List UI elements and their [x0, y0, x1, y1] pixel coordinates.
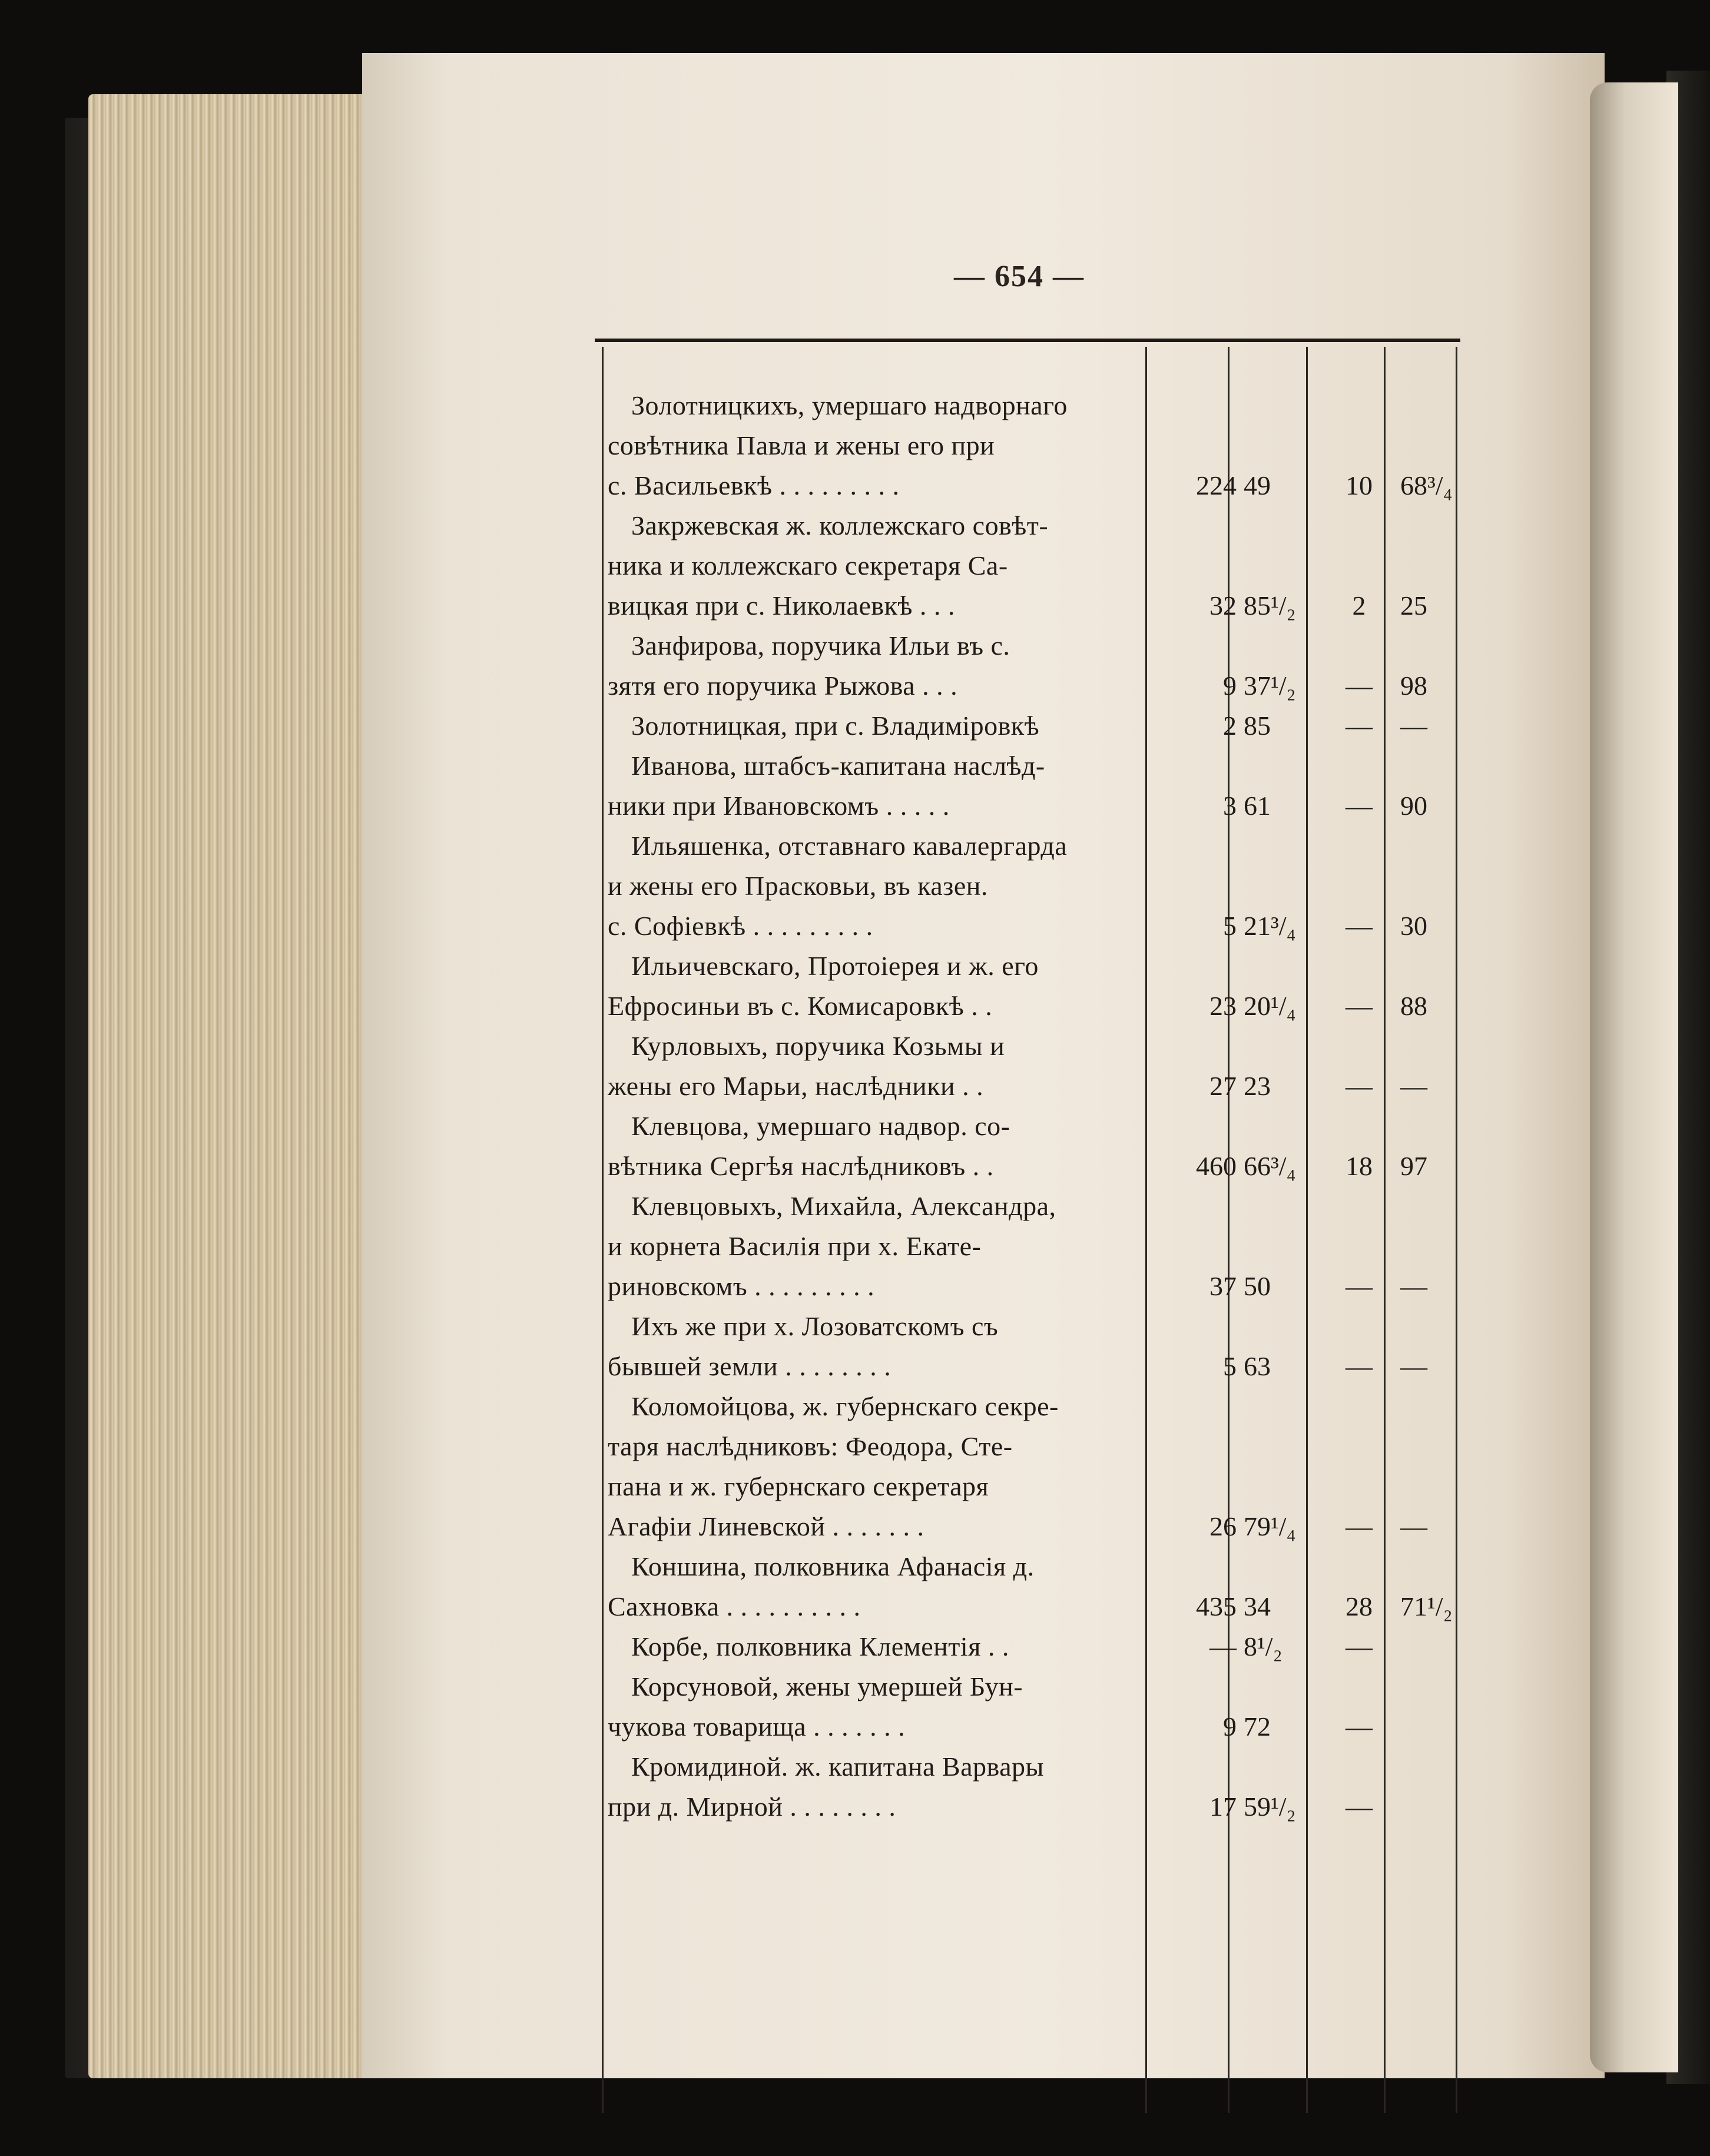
table-row	[608, 386, 1456, 506]
table-row	[608, 946, 1456, 1026]
table-row	[608, 506, 1456, 626]
value-col-2: 79¹/₄	[1244, 1511, 1296, 1541]
table-row	[608, 706, 1456, 746]
row-text: Ихъ же при х. Лозоватскомъ съ	[631, 1311, 999, 1341]
value-col-2: 66³/₄	[1244, 1151, 1296, 1181]
row-text: Иванова, штабсъ-капитана наслѣд-	[631, 751, 1045, 781]
row-text: ника и коллежскаго секретаря Са-	[608, 550, 1008, 581]
page-edges	[88, 94, 365, 2078]
row-text: жены его Марьи, наслѣдники . .	[608, 1071, 984, 1101]
value-col-1: 3	[1223, 791, 1237, 821]
row-text: вицкая при с. Николаевкѣ . . .	[608, 591, 955, 621]
column-rule	[602, 347, 604, 2113]
row-text: и жены его Прасковьи, въ казен.	[608, 871, 988, 901]
value-col-3: —	[1346, 711, 1373, 741]
value-col-2: 21³/₄	[1244, 911, 1296, 941]
row-text-line	[608, 546, 1456, 586]
table-row	[608, 1747, 1456, 1827]
row-text: Агафіи Линевской . . . . . . .	[608, 1511, 924, 1541]
row-text: Ильяшенка, отставнаго кавалергарда	[631, 831, 1068, 861]
value-col-1: 9	[1223, 1711, 1237, 1742]
row-text: и корнета Василія при х. Екате-	[608, 1231, 982, 1261]
row-text-line	[608, 1627, 1456, 1667]
value-col-2: 8¹/₂	[1244, 1631, 1282, 1661]
row-text-line	[608, 986, 1456, 1026]
value-col-4: 71¹/₂	[1400, 1591, 1453, 1621]
row-text-line	[608, 506, 1456, 546]
value-col-3: —	[1346, 1711, 1373, 1742]
value-col-4: —	[1400, 711, 1427, 741]
row-text: Ефросиньи въ с. Комисаровкѣ . .	[608, 991, 993, 1021]
value-col-1: 32	[1209, 591, 1237, 621]
value-col-2: 72	[1244, 1711, 1271, 1742]
value-col-3: 2	[1352, 591, 1366, 621]
value-col-3: —	[1346, 911, 1373, 941]
value-col-4: 98	[1400, 671, 1427, 701]
row-text: чукова товарища . . . . . . .	[608, 1711, 906, 1742]
row-text-line	[608, 1346, 1456, 1387]
row-text: ники при Ивановскомъ . . . . .	[608, 791, 950, 821]
value-col-4: 90	[1400, 791, 1427, 821]
table-row	[608, 1667, 1456, 1747]
row-text: Корбе, полковника Клементія . .	[631, 1631, 1009, 1661]
table-row	[608, 1186, 1456, 1306]
row-text-line	[608, 1787, 1456, 1827]
row-text: с. Васильевкѣ . . . . . . . . .	[608, 470, 900, 500]
row-text-line	[608, 1427, 1456, 1467]
row-text-line	[608, 466, 1456, 506]
value-col-1: 26	[1209, 1511, 1237, 1541]
row-text: риновскомъ . . . . . . . . .	[608, 1271, 875, 1301]
row-text: при д. Мирной . . . . . . . .	[608, 1792, 896, 1822]
row-text-line	[608, 386, 1456, 426]
ledger-table	[595, 339, 1460, 2119]
row-text: Клевцова, умершаго надвор. со-	[631, 1111, 1010, 1141]
row-text: Кромидиной. ж. капитана Варвары	[631, 1752, 1044, 1782]
value-col-1: 5	[1223, 911, 1237, 941]
row-text-line	[608, 626, 1456, 666]
value-col-3: 28	[1346, 1591, 1373, 1621]
value-col-4: 97	[1400, 1151, 1427, 1181]
row-text: Ильичевскаго, Протоіерея и ж. его	[631, 951, 1039, 981]
page-number: — 654 —	[954, 260, 1085, 293]
table-row	[608, 746, 1456, 826]
value-col-2: 37¹/₂	[1244, 671, 1296, 701]
row-text-line	[608, 426, 1456, 466]
value-col-4: 30	[1400, 911, 1427, 941]
row-text-line	[608, 906, 1456, 946]
row-text: бывшей земли . . . . . . . .	[608, 1351, 892, 1381]
value-col-1: 17	[1209, 1792, 1237, 1822]
value-col-2: 61	[1244, 791, 1271, 821]
value-col-3: —	[1346, 991, 1373, 1021]
value-col-1: 37	[1209, 1271, 1237, 1301]
table-row	[608, 1306, 1456, 1387]
value-col-4: —	[1400, 1351, 1427, 1381]
table-row	[608, 1627, 1456, 1667]
value-col-2: 49	[1244, 470, 1271, 500]
row-text-line	[608, 746, 1456, 786]
row-text: пана и ж. губернскаго секретаря	[608, 1471, 989, 1501]
row-text: совѣтника Павла и жены его при	[608, 430, 995, 460]
value-col-3: —	[1346, 1792, 1373, 1822]
value-col-4: 25	[1400, 591, 1427, 621]
table-top-rule	[595, 339, 1460, 342]
row-text-line	[608, 706, 1456, 746]
row-text-line	[608, 946, 1456, 986]
row-text: Корсуновой, жены умершей Бун-	[631, 1671, 1023, 1701]
value-col-1: 460	[1196, 1151, 1237, 1181]
value-col-3: —	[1346, 1271, 1373, 1301]
value-col-2: 63	[1244, 1351, 1271, 1381]
row-text-line	[608, 1587, 1456, 1627]
value-col-3: —	[1346, 1511, 1373, 1541]
value-col-3: 18	[1346, 1151, 1373, 1181]
table-row	[608, 1387, 1456, 1547]
row-text-line	[608, 866, 1456, 906]
table-row	[608, 1547, 1456, 1627]
value-col-2: 50	[1244, 1271, 1271, 1301]
row-text-line	[608, 1146, 1456, 1186]
value-col-4: —	[1400, 1511, 1427, 1541]
row-text-line	[608, 1707, 1456, 1747]
value-col-2: 20¹/₄	[1244, 991, 1296, 1021]
value-col-2: 59¹/₂	[1244, 1792, 1296, 1822]
table-rows	[608, 386, 1456, 1827]
value-col-1: 224	[1196, 470, 1237, 500]
row-text-line	[608, 826, 1456, 866]
row-text-line	[608, 666, 1456, 706]
value-col-3: —	[1346, 1631, 1373, 1661]
value-col-4: 88	[1400, 991, 1427, 1021]
row-text-line	[608, 1387, 1456, 1427]
row-text-line	[608, 1106, 1456, 1146]
row-text-line	[608, 1026, 1456, 1066]
row-text-line	[608, 1226, 1456, 1266]
row-text: Клевцовыхъ, Михайла, Александра,	[631, 1191, 1056, 1221]
row-text: таря наслѣдниковъ: Феодора, Сте-	[608, 1431, 1013, 1461]
value-col-3: —	[1346, 1071, 1373, 1101]
row-text: с. Софіевкѣ . . . . . . . . .	[608, 911, 873, 941]
value-col-1: 27	[1209, 1071, 1237, 1101]
value-col-4: 68³/₄	[1400, 470, 1453, 500]
value-col-3: —	[1346, 671, 1373, 701]
value-col-1: 2	[1223, 711, 1237, 741]
row-text-line	[608, 586, 1456, 626]
value-col-3: —	[1346, 1351, 1373, 1381]
row-text-line	[608, 1547, 1456, 1587]
row-text-line	[608, 1186, 1456, 1226]
table-row	[608, 826, 1456, 946]
row-text-line	[608, 1747, 1456, 1787]
value-col-2: 85	[1244, 711, 1271, 741]
row-text: Коншина, полковника Афанасія д.	[631, 1551, 1035, 1581]
row-text: Закржевская ж. коллежскаго совѣт-	[631, 510, 1049, 540]
value-col-4: —	[1400, 1271, 1427, 1301]
row-text: Сахновка . . . . . . . . . .	[608, 1591, 861, 1621]
row-text-line	[608, 1667, 1456, 1707]
row-text: зятя его поручика Рыжова . . .	[608, 671, 958, 701]
value-col-1: 435	[1196, 1591, 1237, 1621]
row-text-line	[608, 1066, 1456, 1106]
row-text: Золотницкая, при с. Владиміровкѣ	[631, 711, 1040, 741]
value-col-2: 85¹/₂	[1244, 591, 1296, 621]
row-text: Золотницкихъ, умершаго надворнаго	[631, 390, 1068, 420]
table-row	[608, 1026, 1456, 1106]
value-col-4: —	[1400, 1071, 1427, 1101]
row-text-line	[608, 1507, 1456, 1547]
row-text-line	[608, 1306, 1456, 1346]
value-col-3: —	[1346, 791, 1373, 821]
row-text: Занфирова, поручика Ильи въ с.	[631, 631, 1010, 661]
value-col-1: 9	[1223, 671, 1237, 701]
facing-page-edge	[1590, 82, 1678, 2072]
value-col-1: 23	[1209, 991, 1237, 1021]
table-row	[608, 1106, 1456, 1186]
row-text-line	[608, 1467, 1456, 1507]
row-text: вѣтника Сергѣя наслѣдниковъ . .	[608, 1151, 994, 1181]
value-col-1: 5	[1223, 1351, 1237, 1381]
row-text: Коломойцова, ж. губернскаго секре-	[631, 1391, 1059, 1421]
table-row	[608, 626, 1456, 706]
value-col-2: 34	[1244, 1591, 1271, 1621]
row-text-line	[608, 786, 1456, 826]
value-col-2: 23	[1244, 1071, 1271, 1101]
row-text-line	[608, 1266, 1456, 1306]
value-col-1: —	[1209, 1631, 1237, 1661]
row-text: Курловыхъ, поручика Козьмы и	[631, 1031, 1005, 1061]
value-col-3: 10	[1346, 470, 1373, 500]
